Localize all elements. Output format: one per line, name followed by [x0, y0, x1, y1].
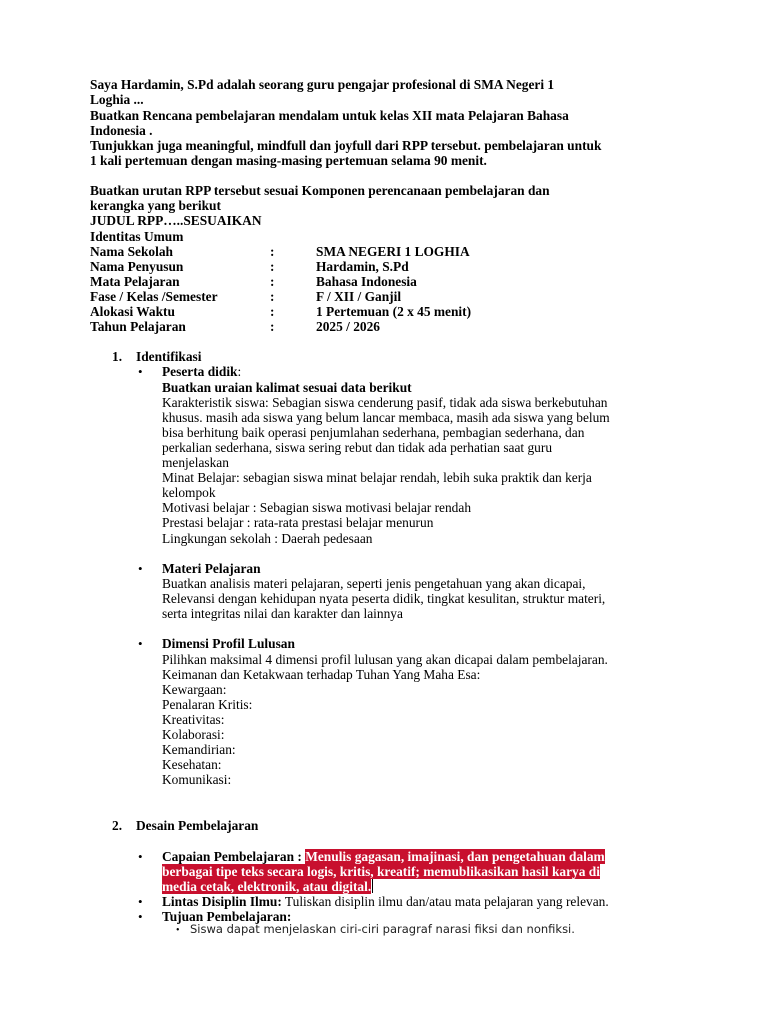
- identitas-label: Nama Sekolah: [90, 244, 173, 259]
- bullet-icon: •: [138, 909, 143, 924]
- tujuan-label: Tujuan Pembelajaran:: [162, 909, 292, 924]
- intro-line-4: Indonesia .: [90, 123, 153, 138]
- identitas-label: Nama Penyusun: [90, 259, 184, 274]
- peserta-colon: :: [237, 364, 242, 379]
- identitas-value: Bahasa Indonesia: [316, 274, 417, 289]
- peserta-line: Lingkungan sekolah : Daerah pedesaan: [162, 531, 373, 546]
- identitas-sep: :: [270, 274, 275, 289]
- lintas-label: Lintas Disiplin Ilmu:: [162, 894, 282, 909]
- dimensi-line: Kolaborasi:: [162, 727, 225, 742]
- peserta-title: Peserta didik: [162, 364, 238, 379]
- peserta-line: Karakteristik siswa: Sebagian siswa cenderung pasif, tidak ada siswa berkebutuhan: [162, 395, 608, 410]
- materi-line: Buatkan analisis materi pelajaran, seperti jenis pengetahuan yang akan dicapai,: [162, 576, 586, 591]
- sub-bullet-icon: •: [176, 925, 180, 936]
- identitas-value: Hardamin, S.Pd: [316, 259, 409, 274]
- materi-line: Relevansi dengan kehidupan nyata peserta didik, tingkat kesulitan, struktur materi,: [162, 591, 606, 606]
- identitas-sep: :: [270, 259, 275, 274]
- bullet-icon: •: [138, 561, 143, 576]
- dimensi-line: Kreativitas:: [162, 712, 225, 727]
- capaian-highlight[interactable]: berbagai tipe teks secara logis, kritis, kreatif; memublikasikan hasil karya di: [162, 864, 600, 879]
- identitas-value: F / XII / Ganjil: [316, 289, 402, 304]
- intro-line-5: Tunjukkan juga meaningful, mindfull dan joyfull dari RPP tersebut. pembelajaran untuk: [90, 138, 602, 153]
- capaian-line-1: [162, 849, 605, 864]
- dimensi-line: Kewargaan:: [162, 682, 227, 697]
- dimensi-line: Kemandirian:: [162, 742, 236, 757]
- peserta-line: bisa berhitung baik operasi penjumlahan sederhana, pembagian sederhana, dan: [162, 425, 585, 440]
- bullet-icon: •: [138, 364, 143, 379]
- dimensi-line: Keimanan dan Ketakwaan terhadap Tuhan Yang Maha Esa:: [162, 667, 481, 682]
- identitas-sep: :: [270, 289, 275, 304]
- identitas-sep: :: [270, 319, 275, 334]
- peserta-line: kelompok: [162, 485, 216, 500]
- identitas-label: Alokasi Waktu: [90, 304, 175, 319]
- peserta-line: Motivasi belajar : Sebagian siswa motivasi belajar rendah: [162, 500, 472, 515]
- peserta-heading: [162, 364, 241, 379]
- tujuan-item: Siswa dapat menjelaskan ciri-ciri paragraf narasi fiksi dan nonfiksi.: [190, 922, 575, 936]
- capaian-label: Capaian Pembelajaran :: [162, 849, 302, 864]
- capaian-highlight[interactable]: Menulis gagasan, imajinasi, dan pengetahuan dalam: [305, 849, 605, 864]
- intro-line-2: Loghia ...: [90, 92, 144, 107]
- section-1-number: 1.: [112, 349, 123, 364]
- identitas-label: Fase / Kelas /Semester: [90, 289, 218, 304]
- judul-rpp: JUDUL RPP…..SESUAIKAN: [90, 213, 262, 228]
- text-cursor: [372, 879, 373, 893]
- intro-line-1: Saya Hardamin, S.Pd adalah seorang guru pengajar profesional di SMA Negeri 1: [90, 77, 555, 92]
- capaian-highlight[interactable]: media cetak, elektronik, atau digital.: [162, 879, 372, 894]
- capaian-line-2: [162, 864, 600, 879]
- identitas-value: 2025 / 2026: [316, 319, 380, 334]
- materi-title: Materi Pelajaran: [162, 561, 261, 576]
- identitas-value: SMA NEGERI 1 LOGHIA: [316, 244, 470, 259]
- dimensi-line: Penalaran Kritis:: [162, 697, 253, 712]
- identitas-value: 1 Pertemuan (2 x 45 menit): [316, 304, 472, 319]
- identitas-label: Mata Pelajaran: [90, 274, 180, 289]
- section-2-title: Desain Pembelajaran: [136, 818, 259, 833]
- peserta-line: menjelaskan: [162, 455, 229, 470]
- identitas-label: Tahun Pelajaran: [90, 319, 186, 334]
- section-2-number: 2.: [112, 818, 123, 833]
- intro-line-3: Buatkan Rencana pembelajaran mendalam untuk kelas XII mata Pelajaran Bahasa: [90, 108, 569, 123]
- section-1-title: Identifikasi: [136, 349, 202, 364]
- materi-line: serta integritas nilai dan karakter dan lainnya: [162, 606, 403, 621]
- peserta-line: perkalian sederhana, siswa sering rebut dan tidak ada perhatian saat guru: [162, 440, 553, 455]
- lintas-text: Tuliskan disiplin ilmu dan/atau mata pelajaran yang relevan.: [284, 894, 609, 909]
- intro-line-6: 1 kali pertemuan dengan masing-masing pertemuan selama 90 menit.: [90, 153, 487, 168]
- dimensi-line: Komunikasi:: [162, 772, 232, 787]
- peserta-line: khusus. masih ada siswa yang belum lancar membaca, masih ada siswa yang belum: [162, 410, 610, 425]
- dimensi-line: Kesehatan:: [162, 757, 222, 772]
- request-line-1: Buatkan urutan RPP tersebut sesuai Komponen perencanaan pembelajaran dan: [90, 183, 550, 198]
- bullet-icon: •: [138, 636, 143, 651]
- dimensi-title: Dimensi Profil Lulusan: [162, 636, 295, 651]
- identitas-sep: :: [270, 244, 275, 259]
- lintas-line: [162, 894, 609, 909]
- capaian-line-3: [162, 879, 373, 894]
- identitas-sep: :: [270, 304, 275, 319]
- bullet-icon: •: [138, 894, 143, 909]
- peserta-instruction: Buatkan uraian kalimat sesuai data berikut: [162, 380, 412, 395]
- dimensi-line: Pilihkan maksimal 4 dimensi profil lulusan yang akan dicapai dalam pembelajaran.: [162, 652, 608, 667]
- peserta-line: Minat Belajar: sebagian siswa minat belajar rendah, lebih suka praktik dan kerja: [162, 470, 592, 485]
- bullet-icon: •: [138, 849, 143, 864]
- peserta-line: Prestasi belajar : rata-rata prestasi belajar menurun: [162, 515, 434, 530]
- identitas-heading: Identitas Umum: [90, 229, 184, 244]
- request-line-2: kerangka yang berikut: [90, 198, 221, 213]
